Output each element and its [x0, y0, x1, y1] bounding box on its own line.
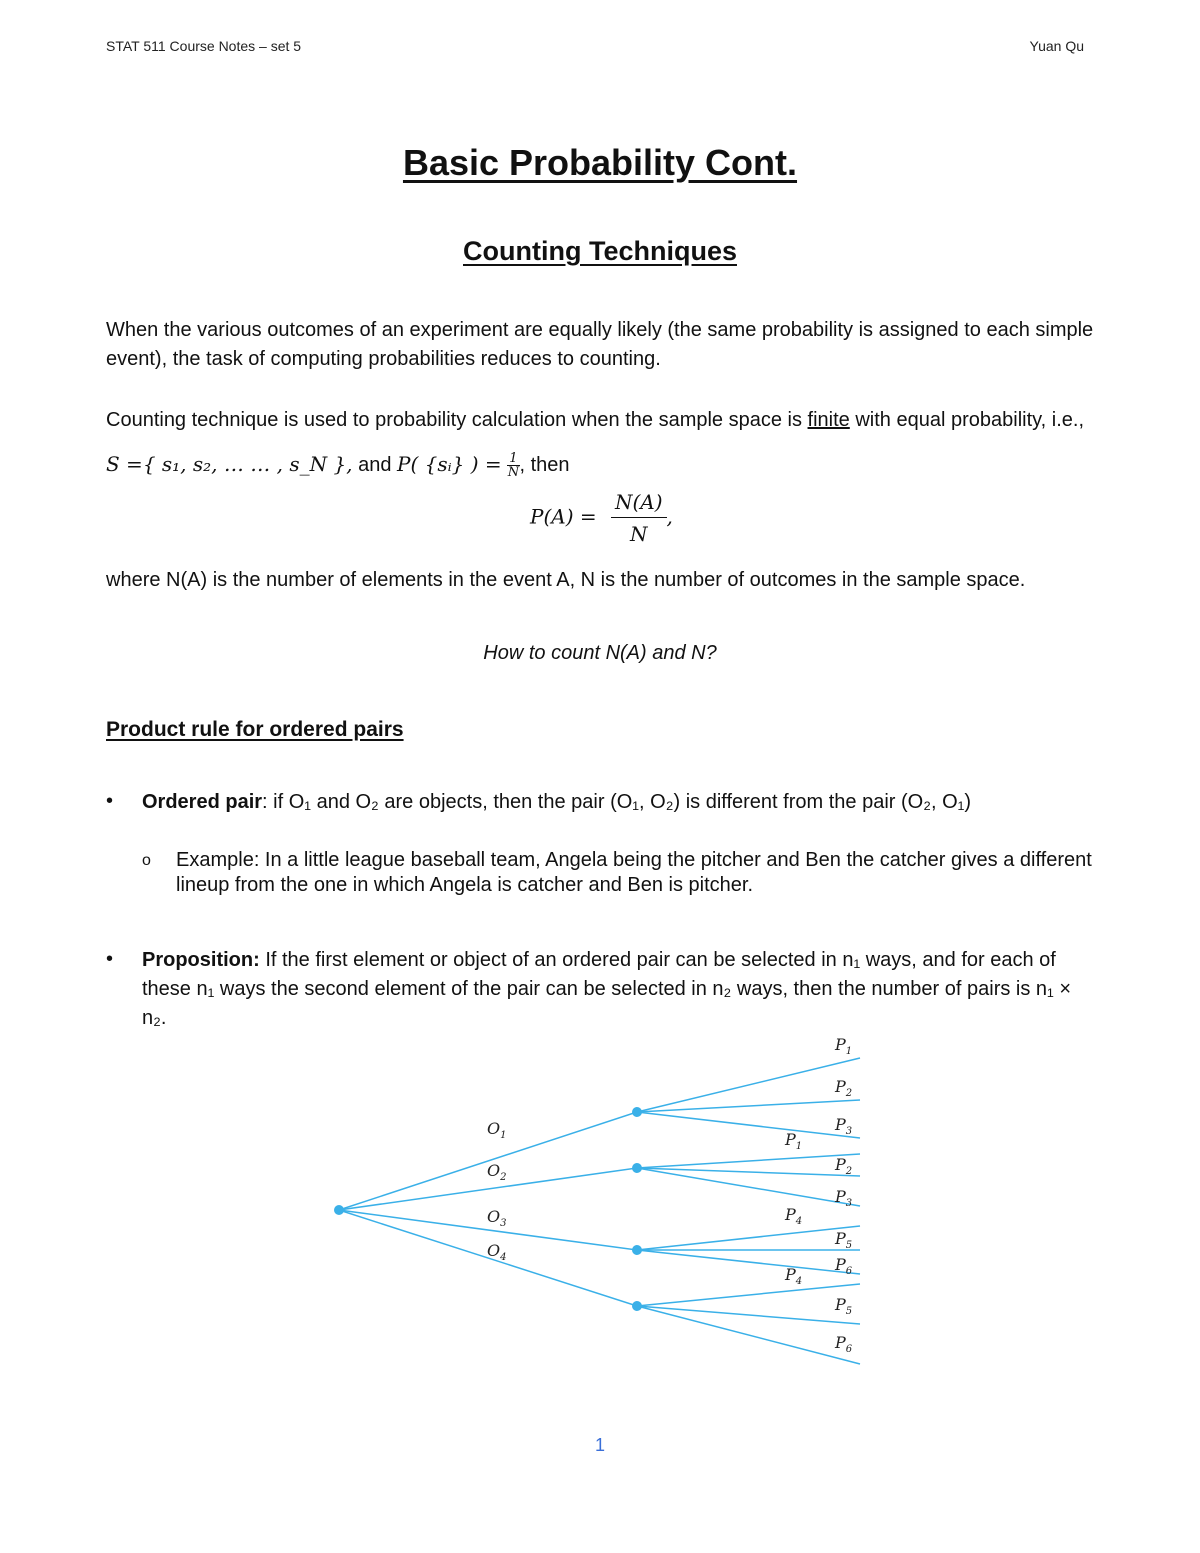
inline-fraction: [507, 452, 519, 479]
tree-leaf-label: $P_2$: [835, 1077, 853, 1099]
tree-leaf-label: $P_1$: [835, 1035, 853, 1057]
tree-leaf-label: $P_6$: [835, 1255, 853, 1277]
then-word: , then: [519, 454, 570, 476]
tree-leaf-label: $P_4$: [785, 1205, 803, 1227]
bullet-dot-icon: •: [106, 948, 114, 970]
ordered-pair-text: : if O₁ and O₂ are objects, then the pair (O₁, O₂) is different from the pair (O₂, O₁): [262, 791, 972, 813]
inline-frac-den: N: [507, 465, 520, 481]
formula-den: N: [630, 522, 648, 546]
formula-trail: ,: [666, 504, 673, 529]
tree-leaf-label: $P_5$: [835, 1295, 853, 1317]
header-course: STAT 511 Course Notes – set 5: [106, 38, 302, 54]
tree-root-node: [334, 1205, 344, 1215]
section-heading: Product rule for ordered pairs: [106, 718, 404, 741]
tree-leaf-label: $P_3$: [835, 1187, 853, 1209]
tree-leaf-label: $P_2$: [835, 1155, 853, 1177]
proposition-label: Proposition:: [142, 949, 260, 971]
question-line: How to count N(A) and N?: [483, 642, 717, 664]
proposition-text: If the first element or object of an ordered pair can be selected in n₁ ways, and for each of these n₁ ways the second element of the pair can be selected in n₂ ways, then the number of pairs is n₁ × n₂.: [142, 949, 1072, 1029]
tree-node: [632, 1245, 642, 1255]
tree-branch-second: [637, 1250, 860, 1274]
page-number: 1: [594, 1435, 605, 1455]
sub-bullet-circle-icon: o: [142, 852, 151, 869]
tree-node: [632, 1107, 642, 1117]
tree-first-label: $O_3$: [487, 1207, 507, 1229]
tree-branch-second: [637, 1168, 860, 1206]
header-author: Yuan Qu: [1029, 38, 1084, 54]
tree-branch-second: [637, 1168, 860, 1176]
tree-branch-second: [637, 1154, 860, 1168]
tree-leaf-label: $P_3$: [835, 1115, 853, 1137]
tree-leaf-label: $P_1$: [785, 1130, 803, 1152]
tree-branch-second: [637, 1100, 860, 1112]
where-paragraph: where N(A) is the number of elements in the event A, N is the number of outcomes in the sample space.: [106, 569, 1026, 591]
counting-text-before: Counting technique is used to probability calculation when the sample space is: [106, 409, 802, 431]
tree-leaf-label: $P_5$: [835, 1229, 853, 1251]
formula-lhs: P(A) =: [530, 504, 597, 529]
ordered-pair-bullet: [142, 788, 1092, 817]
tree-first-label: $O_1$: [487, 1119, 507, 1141]
tree-node: [632, 1163, 642, 1173]
and-word: and: [358, 454, 392, 476]
tree-diagram: [325, 1030, 885, 1375]
intro-paragraph: When the various outcomes of an experiment are equally likely (the same probability is assigned to each simple event), the task of computing probabilities reduces to counting.: [106, 319, 1094, 370]
section-subtitle: Counting Techniques: [463, 236, 737, 266]
page-title: Basic Probability Cont.: [402, 142, 798, 183]
ordered-pair-label: Ordered pair: [142, 791, 263, 813]
example-text: Example: In a little league baseball team, Angela being the pitcher and Ben the catcher gives a different lineup from the one in which Angela is catcher and Ben is pitcher.: [176, 849, 1092, 896]
tree-leaf-label: $P_6$: [835, 1333, 853, 1355]
proposition-bullet: [142, 946, 1092, 1033]
tree-first-label: $O_4$: [487, 1241, 507, 1263]
tree-branch-second: [637, 1112, 860, 1138]
finite-word: finite: [807, 409, 850, 431]
tree-leaf-label: $P_4$: [785, 1265, 803, 1287]
tree-branch-second: [637, 1226, 860, 1250]
tree-branch-second: [637, 1058, 860, 1112]
sample-space-expr: 𝑆 ={ 𝑠₁, 𝑠₂, … … , 𝑠_N },: [106, 452, 353, 476]
tree-node: [632, 1301, 642, 1311]
bullet-dot-icon: •: [106, 790, 114, 812]
prob-expr: 𝑃( {𝑠ᵢ} ) =: [397, 452, 502, 476]
tree-first-label: $O_2$: [487, 1161, 507, 1183]
probability-formula: [530, 490, 673, 546]
tree-branch-second: [637, 1284, 860, 1306]
formula-fraction: [611, 490, 667, 546]
formula-num: N(A): [611, 490, 667, 518]
counting-paragraph: [106, 398, 1096, 487]
counting-text-after: with equal probability, i.e.,: [855, 409, 1085, 431]
inline-frac-num: 1: [509, 451, 518, 467]
